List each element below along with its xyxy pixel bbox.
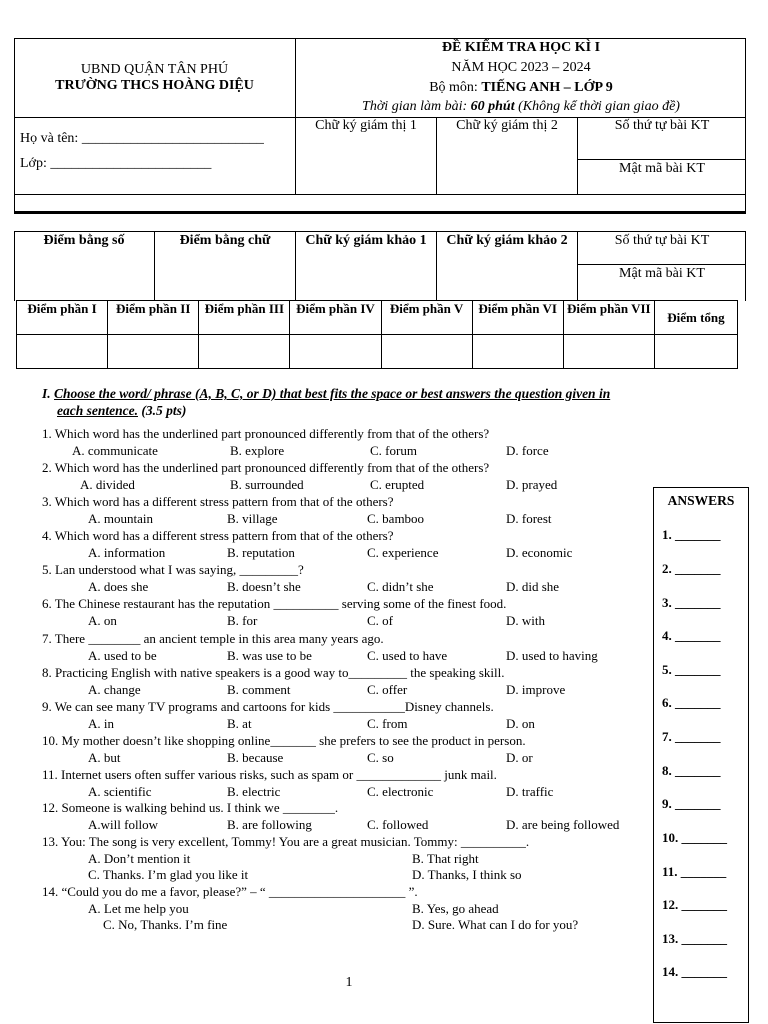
answer-blank[interactable]: 7. _______ xyxy=(662,729,721,744)
answer-option[interactable]: C. No, Thanks. I’m fine xyxy=(103,917,228,932)
answer-option[interactable]: D. or xyxy=(506,750,533,765)
answer-option[interactable]: D. used to having xyxy=(506,648,598,663)
score-cell[interactable] xyxy=(472,335,563,369)
secret-code: Mật mã bài KT xyxy=(619,161,705,176)
answer-option[interactable]: A.will follow xyxy=(88,817,159,832)
score-cell[interactable] xyxy=(290,335,381,369)
question-text: 6. The Chinese restaurant has the reputation __________ serving some of the finest food. xyxy=(42,596,507,611)
order-number: Số thứ tự bài KT xyxy=(614,118,710,133)
answer-option[interactable]: B. surrounded xyxy=(230,477,304,492)
answer-option[interactable]: A. communicate xyxy=(72,443,158,458)
score-words-label: Điểm bằng chữ xyxy=(179,233,271,248)
answer-option[interactable]: C. so xyxy=(367,750,394,765)
part-score-header: Điểm phần III xyxy=(199,301,290,335)
subject-line: Bộ môn: TIẾNG ANH – LỚP 9 xyxy=(429,80,613,95)
score-cell[interactable] xyxy=(563,335,654,369)
answer-option[interactable]: B. are following xyxy=(227,817,312,832)
part-scores-table xyxy=(16,300,738,369)
answer-blank[interactable]: 8. _______ xyxy=(662,763,721,778)
answer-option[interactable]: D. did she xyxy=(506,579,560,594)
answer-option[interactable]: D. Sure. What can I do for you? xyxy=(412,917,579,932)
answer-option[interactable]: C. of xyxy=(367,613,393,628)
answer-option[interactable]: A. does she xyxy=(88,579,149,594)
answer-option[interactable]: B. explore xyxy=(230,443,285,458)
question-text: 5. Lan understood what I was saying, _________? xyxy=(42,562,304,577)
answer-option[interactable]: D. improve xyxy=(506,682,566,697)
answer-option[interactable]: B. electric xyxy=(227,784,281,799)
answer-option[interactable]: C. erupted xyxy=(370,477,425,492)
score-cell[interactable] xyxy=(108,335,199,369)
answer-option[interactable]: A. in xyxy=(88,716,114,731)
answer-option[interactable]: D. economic xyxy=(506,545,573,560)
answer-option[interactable]: B. comment xyxy=(227,682,291,697)
answer-option[interactable]: D. traffic xyxy=(506,784,554,799)
answer-option[interactable]: C. electronic xyxy=(367,784,434,799)
answer-option[interactable]: A. divided xyxy=(80,477,135,492)
question-text: 14. “Could you do me a favor, please?” – “ _____________________ ”. xyxy=(42,884,418,899)
answer-blank[interactable]: 14. _______ xyxy=(662,964,727,979)
question-text: 10. My mother doesn’t like shopping online_______ she prefers to see the product in person. xyxy=(42,733,526,748)
question-text: 12. Someone is walking behind us. I think we ________. xyxy=(42,800,339,815)
answer-option[interactable]: C. didn’t she xyxy=(367,579,434,594)
proctor1-signature: Chữ ký giám thị 1 xyxy=(315,118,417,133)
score-number-label: Điểm bằng số xyxy=(43,233,125,248)
answer-blank[interactable]: 12. _______ xyxy=(662,897,727,912)
answer-option[interactable]: A. but xyxy=(88,750,121,765)
class-field[interactable]: Lớp: _______________________ xyxy=(20,156,212,171)
part-score-header: Điểm phần VII xyxy=(563,301,654,335)
order-number-2: Số thứ tự bài KT xyxy=(614,233,710,248)
answer-option[interactable]: B. at xyxy=(227,716,252,731)
answer-option[interactable]: B. Yes, go ahead xyxy=(412,901,499,916)
answer-blank[interactable]: 9. _______ xyxy=(662,796,721,811)
secret-code-2: Mật mã bài KT xyxy=(619,266,705,281)
answer-option[interactable]: A. on xyxy=(88,613,117,628)
score-cell[interactable] xyxy=(654,335,737,369)
answer-option[interactable]: C. used to have xyxy=(367,648,448,663)
part-score-header: Điểm phần V xyxy=(381,301,472,335)
score-cell[interactable] xyxy=(381,335,472,369)
answer-option[interactable]: B. reputation xyxy=(227,545,295,560)
subject: TIẾNG ANH – LỚP 9 xyxy=(481,80,613,95)
proctor2-signature: Chữ ký giám thị 2 xyxy=(456,118,558,133)
answer-option[interactable]: A. change xyxy=(88,682,141,697)
answer-blank[interactable]: 11. _______ xyxy=(662,864,727,879)
total-score-header: Điểm tổng xyxy=(654,301,737,335)
question-text: 3. Which word has a different stress pattern from that of the others? xyxy=(42,494,394,509)
question-text: 8. Practicing English with native speakers is a good way to_________ the speaking skill. xyxy=(42,665,505,680)
answer-blank[interactable]: 10. _______ xyxy=(662,830,727,845)
school-year: NĂM HỌC 2023 – 2024 xyxy=(451,60,591,75)
answer-option[interactable]: C. from xyxy=(367,716,408,731)
examiner2-label: Chữ ký giám khảo 2 xyxy=(446,233,568,248)
answer-option[interactable]: A. Let me help you xyxy=(88,901,189,916)
answer-option[interactable]: A. used to be xyxy=(88,648,157,663)
answer-option[interactable]: B. was use to be xyxy=(227,648,312,663)
page-number: 1 xyxy=(345,975,353,990)
answer-blank[interactable]: 6. _______ xyxy=(662,695,721,710)
question-text: 9. We can see many TV programs and cartoons for kids ___________Disney channels. xyxy=(42,699,494,714)
score-cell[interactable] xyxy=(17,335,108,369)
answer-option[interactable]: A. scientific xyxy=(88,784,152,799)
answer-blank[interactable]: 13. _______ xyxy=(662,931,727,946)
answer-option[interactable]: D. forest xyxy=(506,511,552,526)
answer-blank[interactable]: 2. _______ xyxy=(662,561,721,576)
answer-blank[interactable]: 5. _______ xyxy=(662,662,721,677)
answer-blank[interactable]: 1. _______ xyxy=(662,527,721,542)
answer-option[interactable]: B. That right xyxy=(412,851,479,866)
answers-title: ANSWERS xyxy=(667,493,735,508)
answer-option[interactable]: C. forum xyxy=(370,443,417,458)
answer-blank[interactable]: 3. _______ xyxy=(662,595,721,610)
part-score-header: Điểm phần VI xyxy=(472,301,563,335)
answer-option[interactable]: B. because xyxy=(227,750,284,765)
exam-title: ĐỀ KIỂM TRA HỌC KÌ I xyxy=(441,40,601,55)
answer-option[interactable]: C. offer xyxy=(367,682,408,697)
part-score-header: Điểm phần IV xyxy=(290,301,381,335)
score-cell[interactable] xyxy=(199,335,290,369)
section-instruction: I. Choose the word/ phrase (A, B, C, or D) that best fits the space or best answers the question given in xyxy=(42,386,611,401)
answer-option[interactable]: B. doesn’t she xyxy=(227,579,301,594)
answer-option[interactable]: C. followed xyxy=(367,817,429,832)
answer-option[interactable]: C. Thanks. I’m glad you like it xyxy=(88,867,249,882)
answer-option[interactable]: A. mountain xyxy=(88,511,153,526)
school-name: TRƯỜNG THCS HOÀNG DIỆU xyxy=(55,78,254,93)
answer-blank[interactable]: 4. _______ xyxy=(662,628,721,643)
student-name-field[interactable]: Họ và tên: __________________________ xyxy=(20,131,264,146)
question-text: 1. Which word has the underlined part pronounced differently from that of the others? xyxy=(42,426,490,441)
answer-option[interactable]: D. Thanks, I think so xyxy=(412,867,522,882)
answer-option[interactable]: C. bamboo xyxy=(367,511,425,526)
answer-option[interactable]: A. Don’t mention it xyxy=(88,851,191,866)
part-score-header: Điểm phần I xyxy=(17,301,108,335)
answer-option[interactable]: D. are being followed xyxy=(506,817,620,832)
district-name: UBND QUẬN TÂN PHÚ xyxy=(80,62,229,77)
question-text: 2. Which word has the underlined part pronounced differently from that of the others? xyxy=(42,460,490,475)
answer-option[interactable]: D. with xyxy=(506,613,545,628)
examiner1-label: Chữ ký giám khảo 1 xyxy=(305,233,427,248)
question-text: 7. There ________ an ancient temple in this area many years ago. xyxy=(42,631,384,646)
part-score-header: Điểm phần II xyxy=(108,301,199,335)
time-line: Thời gian làm bài: 60 phút (Không kể thời gian giao đề) xyxy=(362,99,680,114)
answer-option[interactable]: B. village xyxy=(227,511,278,526)
answer-option[interactable]: D. prayed xyxy=(506,477,558,492)
answer-option[interactable]: D. force xyxy=(506,443,549,458)
question-text: 4. Which word has a different stress pattern from that of the others? xyxy=(42,528,394,543)
answer-option[interactable]: C. experience xyxy=(367,545,439,560)
question-text: 13. You: The song is very excellent, Tommy! You are a great musician. Tommy: __________. xyxy=(42,834,530,849)
answer-option[interactable]: D. on xyxy=(506,716,535,731)
question-text: 11. Internet users often suffer various risks, such as spam or _____________ junk mail. xyxy=(42,767,497,782)
answer-option[interactable]: B. for xyxy=(227,613,258,628)
answer-option[interactable]: A. information xyxy=(88,545,166,560)
